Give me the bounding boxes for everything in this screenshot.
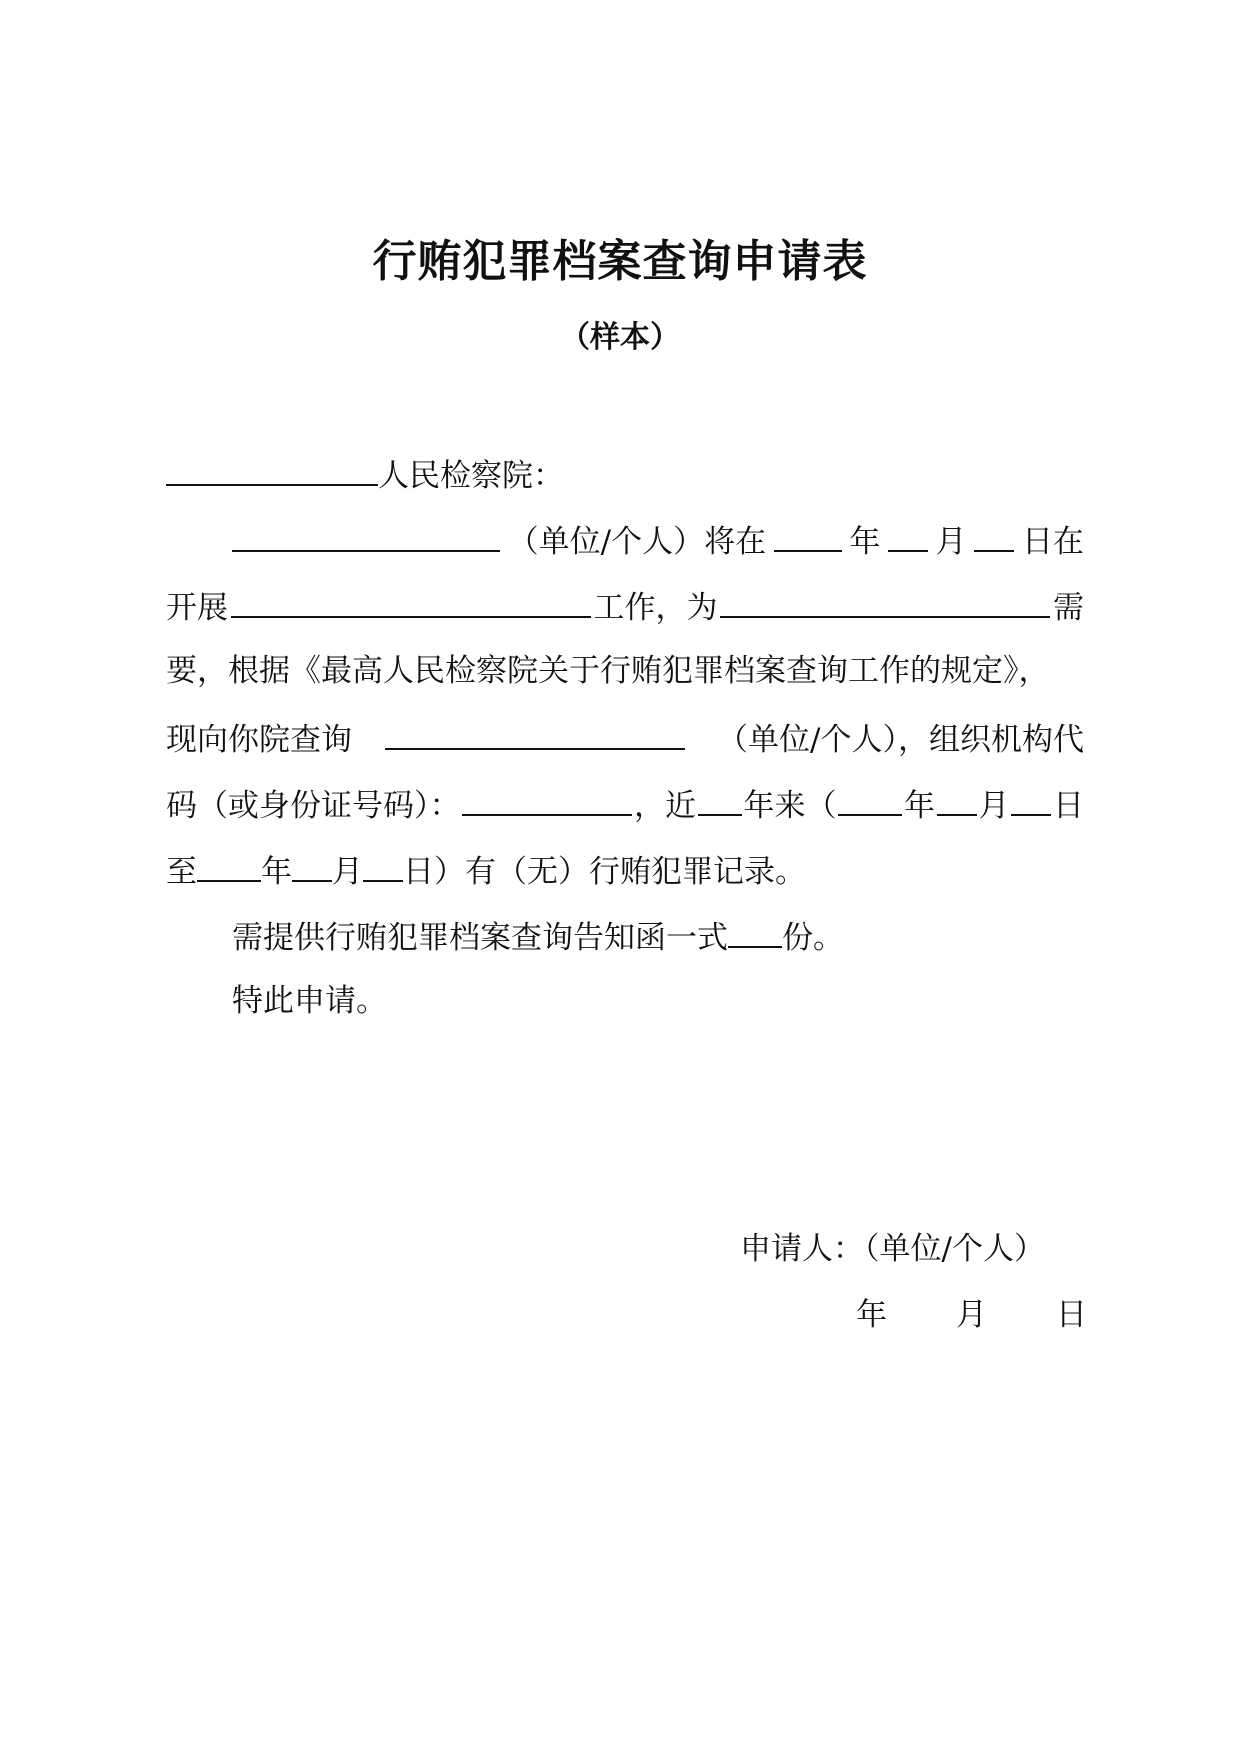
addressee-line (166, 448, 1084, 498)
work-description-field[interactable] (231, 580, 591, 618)
recent-label: ，近 (634, 788, 696, 824)
day-label: 日在 (1021, 524, 1084, 560)
to-label: 至 (166, 854, 197, 890)
purpose-field[interactable] (720, 580, 1050, 618)
to-day-field[interactable] (363, 844, 403, 882)
unit-person-label: （单位/个人）将在 (507, 524, 767, 560)
years-since-label: 年来（ (743, 788, 837, 824)
paragraph-line-4 (166, 646, 1084, 696)
procuratorate-name-field[interactable] (166, 448, 378, 486)
year-label: 年 (849, 524, 881, 560)
start-month-field[interactable] (888, 514, 928, 552)
paragraph-line-3 (166, 580, 1084, 630)
org-code-label: （单位/个人），组织机构代 (717, 722, 1084, 758)
paragraph-line-5 (166, 712, 1084, 762)
record-statement: 日）有（无）行贿犯罪记录。 (403, 854, 806, 890)
need-label: 需 (1053, 590, 1084, 626)
from-day-label: 日 (1053, 788, 1084, 824)
paragraph-line-2 (232, 514, 1084, 564)
copies-suffix: 份。 (782, 920, 844, 956)
signature-year-label: 年 (856, 1297, 887, 1333)
carry-out-label: 开展 (166, 590, 228, 626)
addressee-label: 人民检察院： (378, 458, 564, 494)
to-month-label: 月 (332, 854, 363, 890)
paragraph-line-7 (166, 844, 1084, 894)
signature-day-label: 日 (1056, 1297, 1087, 1333)
copies-count-field[interactable] (728, 910, 782, 948)
closing-line (232, 976, 1084, 1026)
from-day-field[interactable] (1011, 778, 1051, 816)
applicant-signature-label: 申请人：（单位/个人） (740, 1231, 1045, 1267)
regulation-reference-text: 要，根据《最高人民检察院关于行贿犯罪档案查询工作的规定》， (166, 653, 1050, 689)
from-year-field[interactable] (838, 778, 902, 816)
month-label: 月 (935, 524, 967, 560)
document-title: 行贿犯罪档案查询申请表 (372, 236, 868, 287)
copies-label: 需提供行贿犯罪档案查询告知函一式 (232, 920, 728, 956)
start-day-field[interactable] (974, 514, 1014, 552)
years-count-field[interactable] (698, 778, 742, 816)
document-subtitle: （样本） (560, 320, 680, 355)
query-label: 现向你院查询 (166, 722, 352, 758)
id-number-label: 码（或身份证号码）： (166, 788, 461, 824)
applicant-unit-field[interactable] (232, 514, 500, 552)
to-year-label: 年 (261, 854, 292, 890)
signature-month-label: 月 (956, 1297, 987, 1333)
id-number-field[interactable] (462, 778, 632, 816)
closing-text: 特此申请。 (232, 983, 387, 1019)
to-year-field[interactable] (197, 844, 261, 882)
work-label: 工作，为 (593, 590, 718, 626)
paragraph-line-8 (232, 910, 1084, 960)
from-month-field[interactable] (937, 778, 977, 816)
paragraph-line-6 (166, 778, 1084, 828)
to-month-field[interactable] (292, 844, 332, 882)
from-month-label: 月 (978, 788, 1010, 824)
start-year-field[interactable] (774, 514, 842, 552)
queried-party-field[interactable] (385, 712, 685, 750)
from-year-label: 年 (904, 788, 935, 824)
